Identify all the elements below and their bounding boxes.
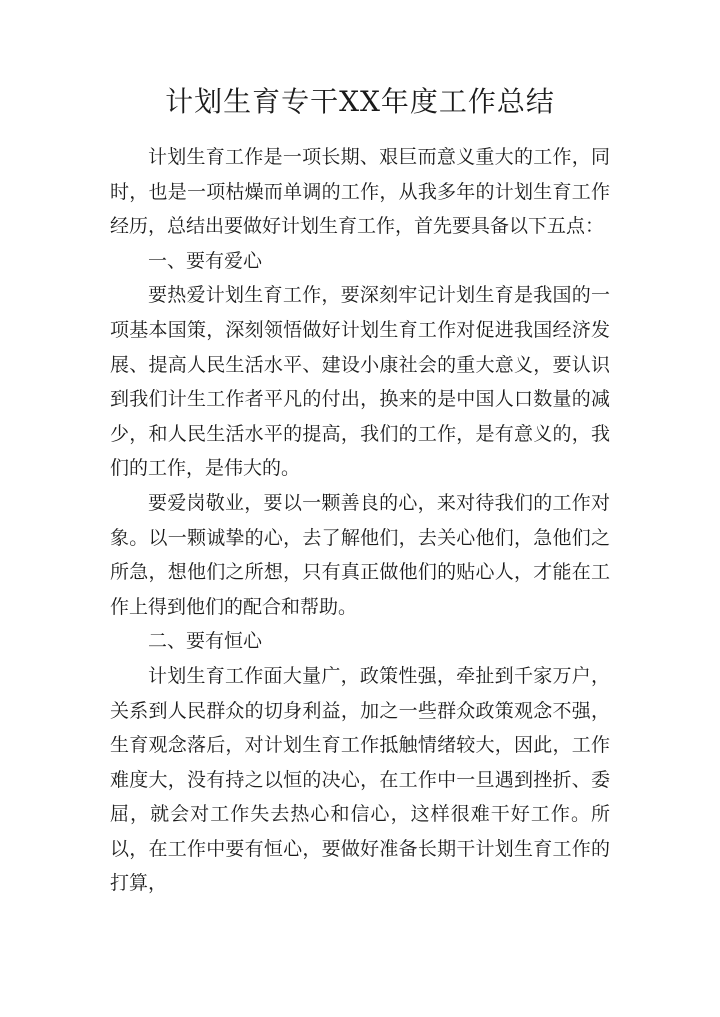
document-body (110, 140, 610, 901)
document-title: 计划生育专干XX年度工作总结 (165, 85, 555, 118)
section-heading-2: 二、要有恒心 (148, 630, 263, 653)
section-1-paragraph-1: 要热爱计划生育工作，要深刻牢记计划生育是我国的一项基本国策，深刻领悟做好计划生育工作对促进我国经济发展、提高人民生活水平、建设小康社会的重大意义，要认识到我们计生工作者平凡的付出，换来的是中国人口数量的减少，和人民生活水平的提高，我们的工作，是有意义的，我们的工作，是伟大的。 (110, 284, 610, 480)
section-1-paragraph-2: 要爱岗敬业，要以一颗善良的心，来对待我们的工作对象。以一颗诚挚的心，去了解他们，去关心他们，急他们之所急，想他们之所想，只有真正做他们的贴心人，才能在工作上得到他们的配合和帮助。 (110, 491, 610, 618)
intro-paragraph: 计划生育工作是一项长期、艰巨而意义重大的工作，同时，也是一项枯燥而单调的工作，从我多年的计划生育工作经历，总结出要做好计划生育工作，首先要具备以下五点： (110, 146, 610, 238)
section-heading-1: 一、要有爱心 (148, 249, 263, 272)
section-2-paragraph-1: 计划生育工作面大量广，政策性强，牵扯到千家万户，关系到人民群众的切身利益，加之一些群众政策观念不强，生育观念落后，对计划生育工作抵触情绪较大，因此，工作难度大，没有持之以恒的决心，在工作中一旦遇到挫折、委屈，就会对工作失去热心和信心，这样很难干好工作。所以，在工作中要有恒心，要做好准备长期干计划生育工作的打算， (110, 664, 610, 895)
